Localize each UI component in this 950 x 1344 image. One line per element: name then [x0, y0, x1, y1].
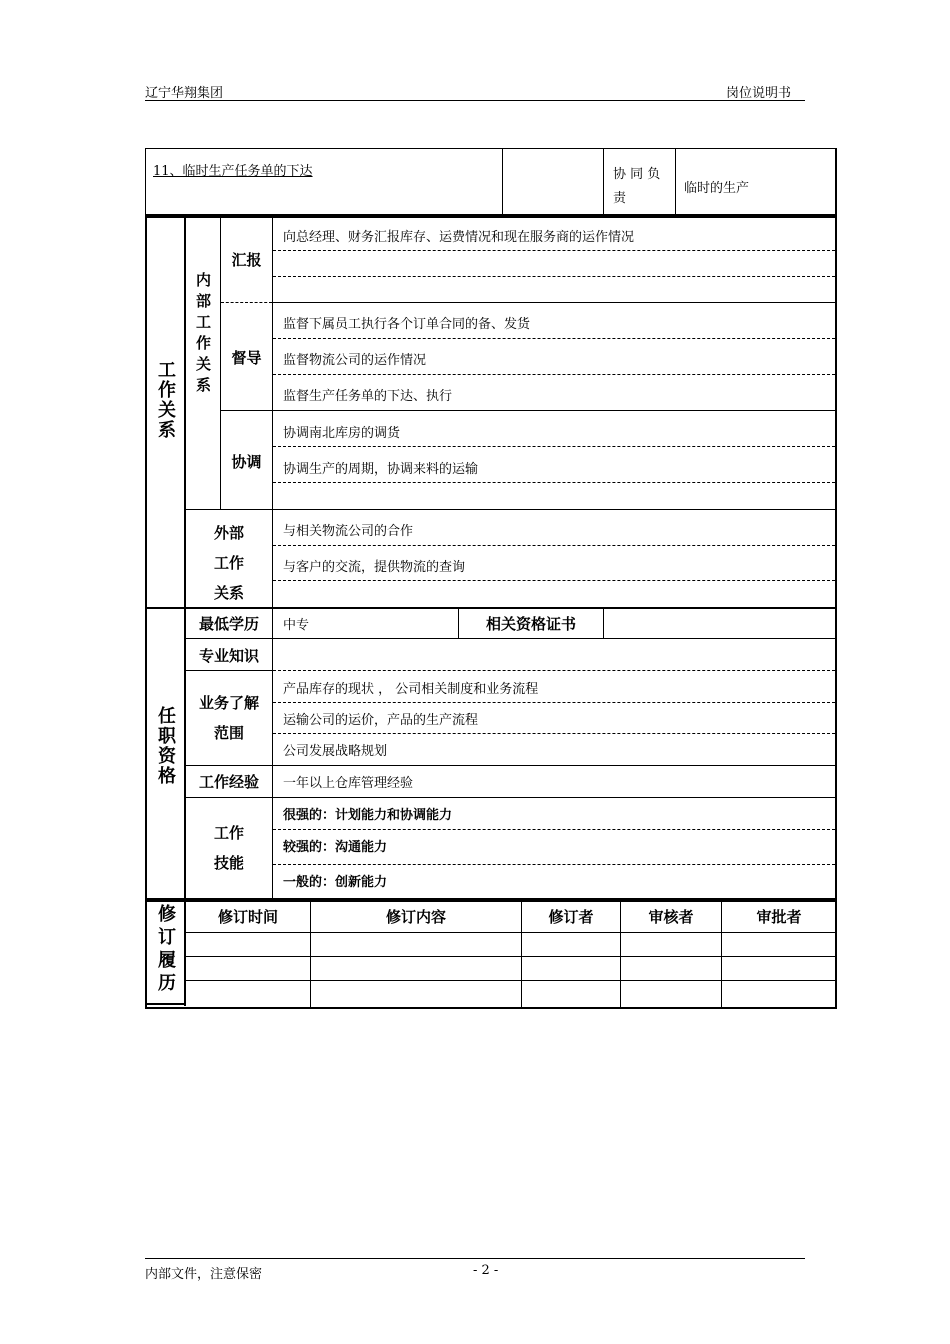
supervise-item-2: 监督物流公司的运作情况: [283, 353, 427, 368]
external-item-2: 与客户的交流，提供物流的查询: [283, 560, 466, 575]
revision-row-3: [185, 980, 835, 981]
document-title: 岗位说明书: [725, 86, 791, 101]
revision-row-2: [185, 956, 835, 957]
external-label-line-3: 关系: [213, 584, 244, 602]
external-label: [186, 518, 272, 608]
confidential-note: 内部文件，注意保密: [145, 1267, 263, 1282]
knowledge-label: 专业知识: [198, 647, 259, 665]
company-name: 辽宁华翔集团: [145, 86, 224, 101]
supervise-label: 督导: [231, 349, 262, 367]
revision-header-content: 修订内容: [385, 908, 446, 926]
skills-label-line-2: 技能: [213, 854, 244, 872]
skills-item-2: 较强的：沟通能力: [283, 840, 388, 855]
page-number: - 2 -: [473, 1263, 499, 1278]
experience-label: 工作经验: [198, 773, 259, 791]
coordinate-item-1: 协调南北库房的调货: [283, 426, 401, 441]
skills-item-1: 很强的：计划能力和协调能力: [283, 808, 453, 823]
report-item: 向总经理、财务汇报库存、运费情况和现在服务商的运作情况: [283, 230, 635, 245]
business-label-line-2: 范围: [213, 724, 244, 742]
supervise-item-1: 监督下属员工执行各个订单合同的备、发货: [283, 317, 531, 332]
certificate-label: 相关资格证书: [485, 615, 576, 633]
task-item: 11、临时生产任务单的下达: [153, 164, 313, 179]
education-value: 中专: [283, 618, 310, 633]
qualifications-title: 任职资格: [155, 706, 176, 786]
work-relations-title: 工作关系: [155, 360, 176, 440]
page-footer: [145, 1258, 805, 1283]
external-label-line-1: 外部: [213, 524, 244, 542]
external-item-1: 与相关物流公司的合作: [283, 524, 414, 539]
revision-header-reviser: 修订者: [548, 908, 594, 926]
internal-relations-title: 内部工作关系: [194, 272, 212, 398]
role-label: 协 同 负 责: [613, 167, 661, 206]
revision-title: 修订履历: [155, 904, 176, 996]
business-item-3: 公司发展战略规划: [283, 744, 388, 759]
revision-header-approver: 审批者: [756, 908, 802, 926]
external-label-line-2: 工作: [213, 554, 244, 572]
skills-label: [186, 818, 272, 878]
experience-value: 一年以上仓库管理经验: [283, 776, 414, 791]
report-label: 汇报: [231, 251, 262, 269]
business-item-1: 产品库存的现状 ， 公司相关制度和业务流程: [283, 682, 539, 697]
business-item-2: 运输公司的运价，产品的生产流程: [283, 713, 479, 728]
skills-item-3: 一般的：创新能力: [283, 875, 388, 890]
revision-header-time: 修订时间: [217, 908, 278, 926]
revision-row-1: [185, 932, 835, 933]
role-value: 临时的生产: [684, 181, 750, 196]
education-label: 最低学历: [198, 615, 259, 633]
revision-header-reviewer: 审核者: [648, 908, 694, 926]
coordinate-label: 协调: [231, 453, 262, 471]
skills-label-line-1: 工作: [213, 824, 244, 842]
business-label: [186, 688, 272, 748]
business-label-line-1: 业务了解: [198, 694, 259, 712]
page-header: [145, 82, 805, 101]
coordinate-item-2: 协调生产的周期，协调来料的运输: [283, 462, 479, 477]
supervise-item-3: 监督生产任务单的下达、执行: [283, 389, 453, 404]
